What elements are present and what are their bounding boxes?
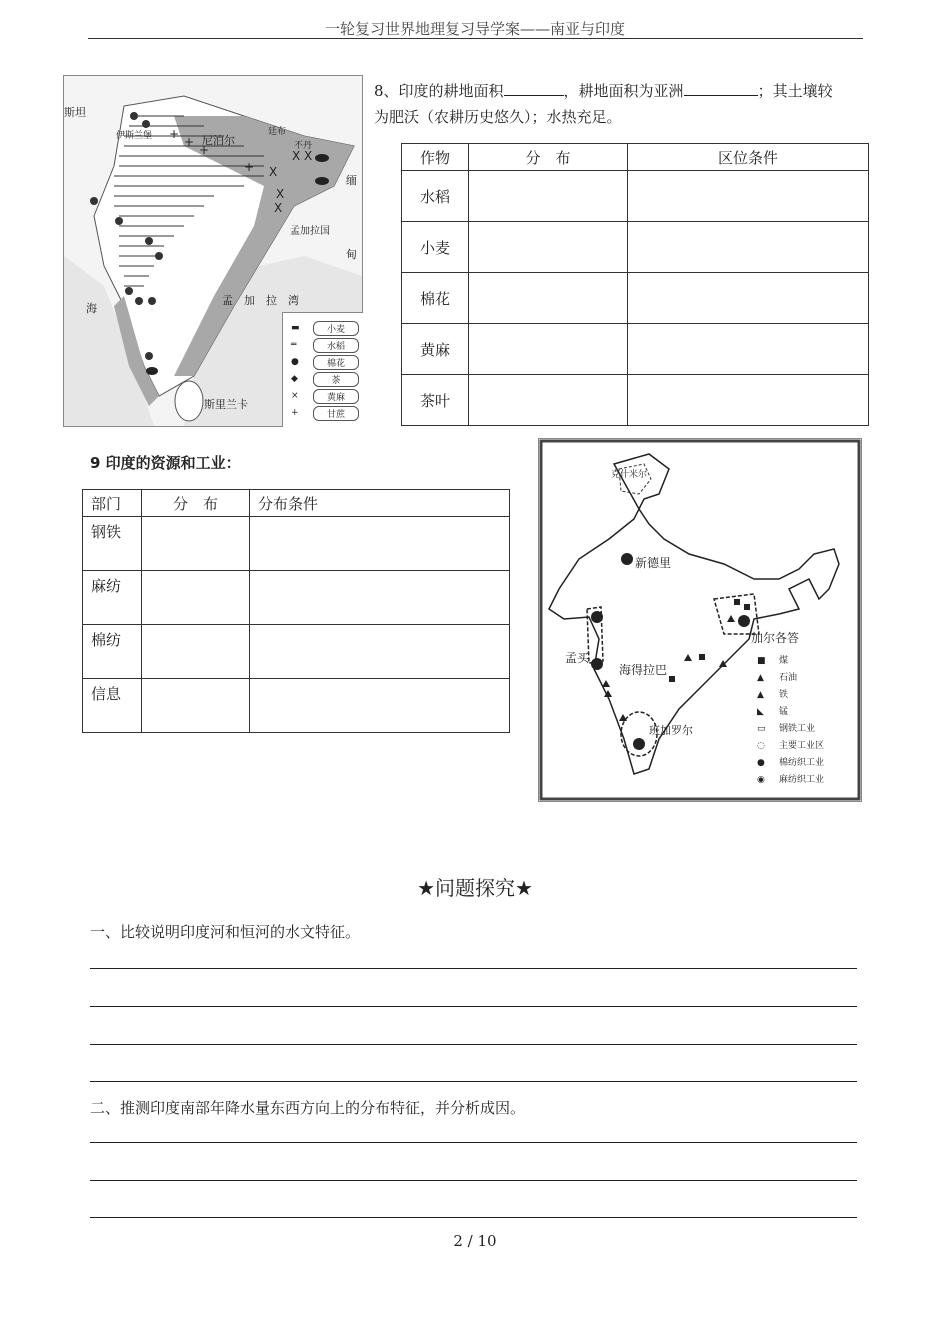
crop-map — [63, 75, 363, 427]
crop-name: 水稻 — [402, 171, 469, 222]
question-8 — [374, 78, 874, 130]
answer-cell[interactable] — [250, 679, 510, 733]
answer-line[interactable] — [90, 1081, 857, 1082]
svg-text:+: + — [169, 127, 180, 141]
answer-line[interactable] — [90, 1006, 857, 1007]
question-1: 一、比较说明印度河和恒河的水文特征。 — [90, 923, 361, 941]
svg-text:+: + — [184, 135, 195, 149]
answer-cell[interactable] — [142, 679, 250, 733]
svg-text:X: X — [304, 149, 313, 163]
map1-label-srilanka: 斯里兰卡 — [204, 398, 248, 411]
map1-label-myanmar-b: 甸 — [346, 248, 357, 261]
table-row — [402, 222, 869, 273]
legend-item: ▲ 铁 — [757, 690, 789, 700]
section-title: ★问题探究★ — [417, 876, 533, 900]
map2-label-hyderabad: 海得拉巴 — [619, 663, 668, 677]
map2-label-bangalore: 班加罗尔 — [649, 724, 693, 737]
svg-text:X: X — [274, 201, 283, 215]
q8-text-a: 8、印度的耕地面积 — [374, 82, 504, 100]
answer-cell[interactable] — [250, 571, 510, 625]
table-row — [83, 571, 510, 625]
industry-map — [538, 438, 862, 802]
answer-line[interactable] — [90, 1180, 857, 1181]
answer-cell[interactable] — [142, 625, 250, 679]
table-row — [83, 517, 510, 571]
answer-cell[interactable] — [628, 375, 869, 426]
crop-name: 小麦 — [402, 222, 469, 273]
industry-name: 麻纺 — [83, 571, 142, 625]
answer-cell[interactable] — [469, 171, 628, 222]
answer-cell[interactable] — [628, 222, 869, 273]
legend-item: ▭ 钢铁工业 — [757, 724, 816, 734]
map1-label-sea: 海 — [86, 302, 97, 315]
crop-name: 茶叶 — [402, 375, 469, 426]
legend-item: ▲ 石油 — [757, 673, 798, 683]
map1-label-pakistan: 斯坦 — [64, 106, 86, 119]
answer-cell[interactable] — [469, 222, 628, 273]
industry-header-distribution: 分 布 — [142, 490, 250, 517]
page-number: 2 / 10 — [453, 1232, 497, 1250]
crop-table — [401, 143, 869, 426]
map2-label-newdelhi: 新德里 — [635, 556, 672, 570]
legend-sugarcane: 甘蔗 — [313, 406, 359, 421]
map2-legend — [757, 653, 853, 789]
question-9-title: 9 印度的资源和工业： — [90, 454, 241, 472]
answer-line[interactable] — [90, 1142, 857, 1143]
legend-item: ◉ 麻纺织工业 — [757, 775, 825, 785]
q8-text-line2: 为肥沃（农耕历史悠久）；水热充足。 — [374, 108, 622, 126]
table-row — [402, 171, 869, 222]
svg-text:X: X — [276, 187, 285, 201]
answer-line[interactable] — [90, 1044, 857, 1045]
svg-text:X: X — [292, 149, 301, 163]
map1-label-thimphu: 廷布 — [268, 127, 287, 137]
table-row — [83, 679, 510, 733]
answer-cell[interactable] — [250, 517, 510, 571]
answer-cell[interactable] — [628, 171, 869, 222]
question-2: 二、推测印度南部年降水量东西方向上的分布特征，并分析成因。 — [90, 1099, 526, 1117]
legend-wheat: 小麦 — [313, 321, 359, 336]
crop-header-distribution: 分 布 — [469, 144, 628, 171]
answer-cell[interactable] — [628, 273, 869, 324]
crop-name: 棉花 — [402, 273, 469, 324]
crop-header-crop: 作物 — [402, 144, 469, 171]
industry-table — [82, 489, 510, 733]
legend-item: ● 棉纺织工业 — [757, 758, 825, 768]
map1-label-bangladesh: 孟加拉国 — [290, 226, 330, 237]
answer-cell[interactable] — [469, 375, 628, 426]
svg-text:X: X — [269, 165, 278, 179]
answer-cell[interactable] — [628, 324, 869, 375]
map1-label-bay: 孟 加 拉 湾 — [222, 294, 299, 307]
table-row — [402, 273, 869, 324]
answer-cell[interactable] — [250, 625, 510, 679]
legend-item: ◣ 锰 — [757, 707, 789, 717]
answer-cell[interactable] — [142, 517, 250, 571]
legend-jute: 黄麻 — [313, 389, 359, 404]
header-rule — [88, 38, 863, 39]
q8-blank-asia[interactable] — [684, 79, 758, 96]
crop-header-conditions: 区位条件 — [628, 144, 869, 171]
map1-label-nepal: 尼泊尔 — [202, 134, 235, 147]
answer-cell[interactable] — [469, 324, 628, 375]
crop-name: 黄麻 — [402, 324, 469, 375]
table-row — [402, 375, 869, 426]
map1-label-islamabad: 伊斯兰堡 — [116, 131, 153, 141]
map1-label-bhutan: 不丹 — [294, 141, 313, 151]
q8-blank-area[interactable] — [504, 79, 564, 96]
q8-text-b: ，耕地面积为亚洲 — [563, 82, 684, 100]
legend-item: ■ 煤 — [757, 656, 789, 666]
map1-legend: ▬ ═ ● ◆ × + 小麦 水稻 棉花 茶 黄麻 甘蔗 — [282, 312, 363, 427]
legend-cotton: 棉花 — [313, 355, 359, 370]
legend-item: ◌ 主要工业区 — [757, 741, 825, 751]
legend-tea: 茶 — [313, 372, 359, 387]
svg-text:+: + — [199, 143, 210, 157]
answer-cell[interactable] — [142, 571, 250, 625]
map2-label-mumbai: 孟买 — [565, 651, 590, 665]
map2-label-kashmir: 克什米尔 — [611, 470, 648, 480]
industry-header-sector: 部门 — [83, 490, 142, 517]
svg-text:+: + — [244, 160, 255, 174]
q8-text-c: ；其土壤较 — [757, 82, 833, 100]
industry-header-conditions: 分布条件 — [250, 490, 510, 517]
industry-name: 信息 — [83, 679, 142, 733]
legend-rice: 水稻 — [313, 338, 359, 353]
answer-line[interactable] — [90, 1217, 857, 1218]
table-row — [83, 625, 510, 679]
table-row — [402, 324, 869, 375]
map2-label-kolkata: 加尔各答 — [751, 631, 800, 645]
map1-label-myanmar-a: 缅 — [346, 174, 357, 187]
industry-name: 钢铁 — [83, 517, 142, 571]
answer-line[interactable] — [90, 968, 857, 969]
page-header: 一轮复习世界地理复习导学案——南亚与印度 — [324, 20, 625, 38]
industry-name: 棉纺 — [83, 625, 142, 679]
answer-cell[interactable] — [469, 273, 628, 324]
